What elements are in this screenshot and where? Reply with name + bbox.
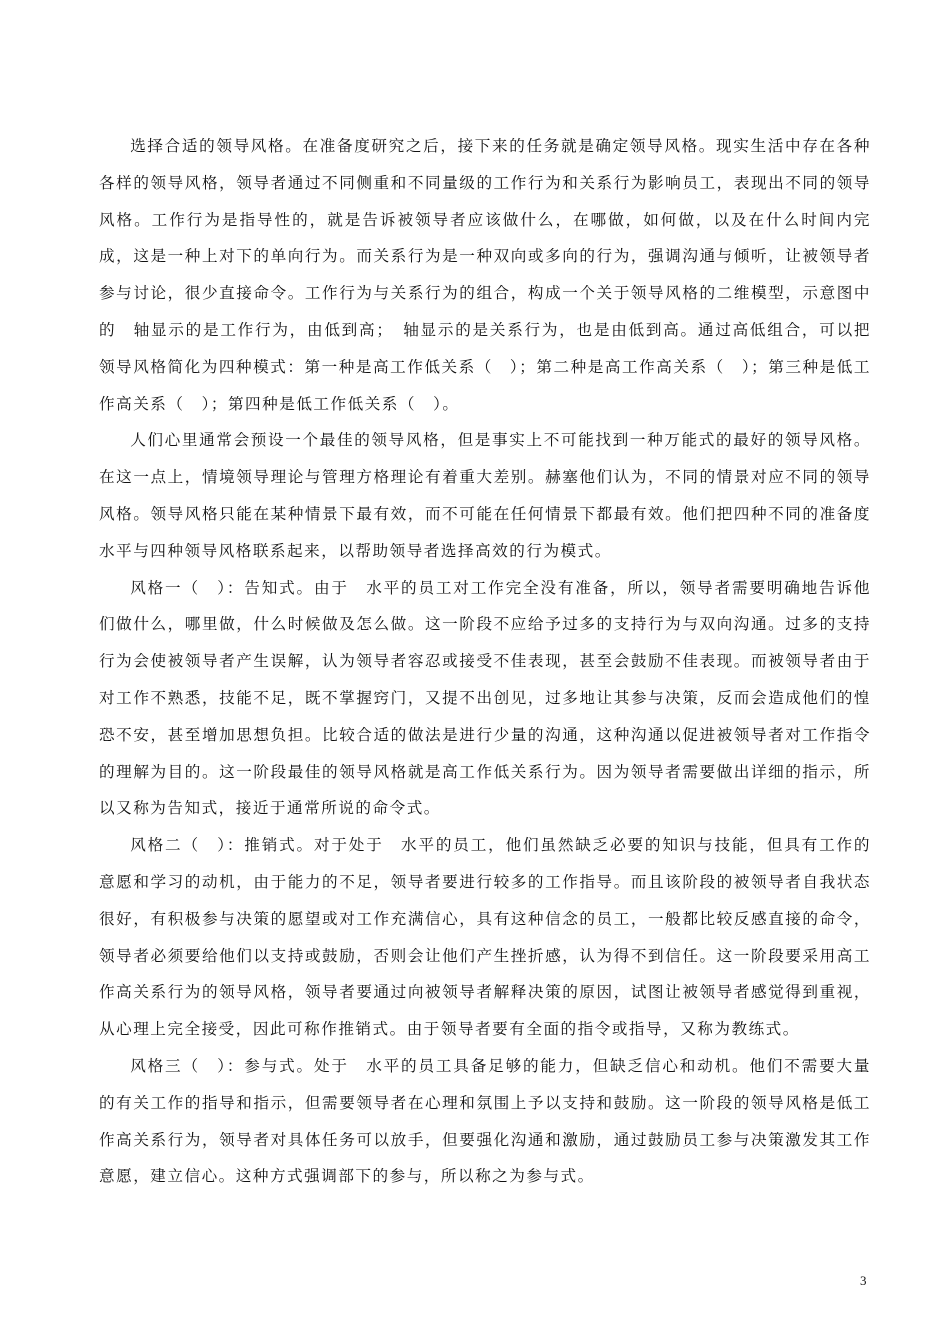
page-number: 3 [860, 1273, 867, 1288]
paragraph-situational-leadership: 人们心里通常会预设一个最佳的领导风格，但是事实上不可能找到一种万能式的最好的领导风格。在这一点上，情境领导理论与管理方格理论有着重大差别。赫塞他们认为，不同的情景对应不同的领导风格。领导风格只能在某种情景下最有效，而不可能在任何情景下都最有效。他们把四种不同的准备度水平与四种领导风格联系起来，以帮助领导者选择高效的行为模式。 [99, 431, 871, 560]
paragraph-style-two-selling: 风格二（ ）：推销式。对于处于 水平的员工，他们虽然缺乏必要的知识与技能，但具有工作的意愿和学习的动机，由于能力的不足，领导者要进行较多的工作指导。而且该阶段的被领导者自我状态很好，有积极参与决策的愿望或对工作充满信心，具有这种信念的员工，一般都比较反感直接的命令，领导者必须要给他们以支持或鼓励，否则会让他们产生挫折感，认为得不到信任。这一阶段要采用高工作高关系行为的领导风格，领导者要通过向被领导者解释决策的原因，试图让被领导者感觉得到重视，从心理上完全接受，因此可称作推销式。由于领导者要有全面的指令或指导，又称为教练式。 [99, 836, 871, 1039]
paragraph-style-one-telling: 风格一（ ）：告知式。由于 水平的员工对工作完全没有准备，所以，领导者需要明确地告诉他们做什么，哪里做，什么时候做及怎么做。这一阶段不应给予过多的支持行为与双向沟通。过多的支持行为会使被领导者产生误解，认为领导者容忍或接受不佳表现，甚至会鼓励不佳表现。而被领导者由于对工作不熟悉，技能不足，既不掌握窍门，又提不出创见，过多地让其参与决策，反而会造成他们的惶恐不安，甚至增加思想负担。比较合适的做法是进行少量的沟通，这种沟通以促进被领导者对工作指令的理解为目的。这一阶段最佳的领导风格就是高工作低关系行为。因为领导者需要做出详细的指示，所以又称为告知式，接近于通常所说的命令式。 [99, 578, 871, 818]
paragraph-style-three-participating: 风格三（ ）：参与式。处于 水平的员工具备足够的能力，但缺乏信心和动机。他们不需要大量的有关工作的指导和指示，但需要领导者在心理和氛围上予以支持和鼓励。这一阶段的领导风格是低工作高关系行为，领导者对具体任务可以放手，但要强化沟通和激励，通过鼓励员工参与决策激发其工作意愿，建立信心。这种方式强调部下的参与，所以称之为参与式。 [99, 1056, 871, 1186]
document-body [99, 128, 871, 1195]
paragraph-leadership-style-selection: 选择合适的领导风格。在准备度研究之后，接下来的任务就是确定领导风格。现实生活中存在各种各样的领导风格，领导者通过不同侧重和不同量级的工作行为和关系行为影响员工，表现出不同的领导风格。工作行为是指导性的，就是告诉被领导者应该做什么，在哪做，如何做，以及在什么时间内完成，这是一种上对下的单向行为。而关系行为是一种双向或多向的行为，强调沟通与倾听，让被领导者参与讨论，很少直接命令。工作行为与关系行为的组合，构成一个关于领导风格的二维模型，示意图中的 轴显示的是工作行为，由低到高； 轴显示的是关系行为，也是由低到高。通过高低组合，可以把领导风格简化为四种模式：第一种是高工作低关系（ ）；第二种是高工作高关系（ ）；第三种是低工作高关系（ ）；第四种是低工作低关系（ ）。 [99, 137, 871, 413]
